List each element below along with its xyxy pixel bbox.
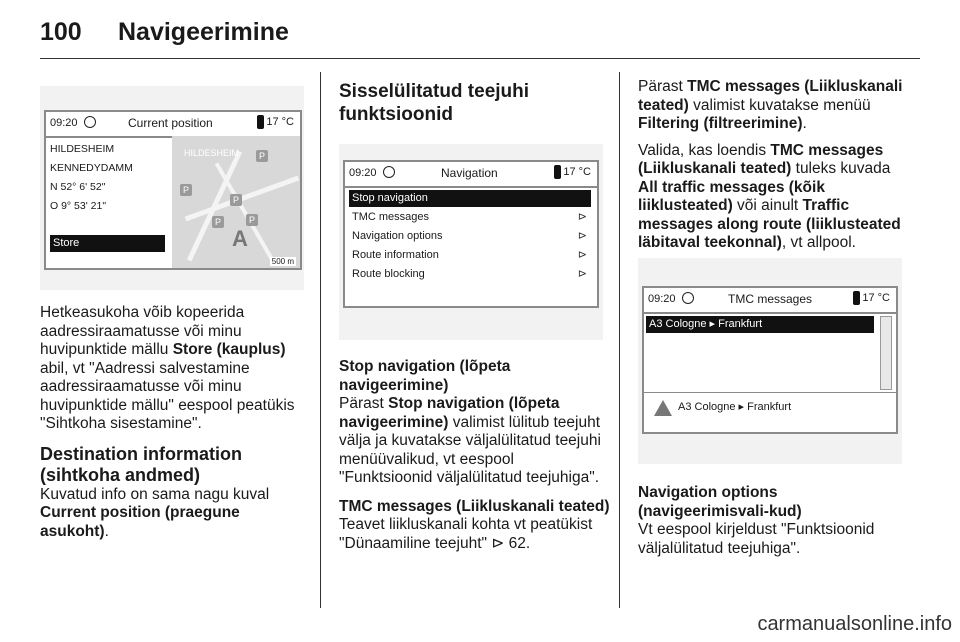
map-street	[185, 176, 299, 222]
paragraph: Pärast Stop navigation (lõpeta navigeerimine) valimist lülitub teejuht välja ja kuvatakse väljalülitatud teejuhi menüüvalikud, vt eespool "Funktsioonid väljalülitatud teejuhiga".	[339, 395, 601, 486]
column-divider	[619, 72, 620, 608]
parking-icon: P	[212, 216, 224, 228]
column-3-text-top	[638, 78, 906, 261]
menu-item-route-blocking[interactable]: Route blocking ⊳	[349, 266, 591, 283]
current-position-screen	[44, 110, 302, 270]
map-city-label: HILDESHEIM	[184, 148, 240, 158]
thermometer-icon	[554, 165, 561, 179]
chevron-right-icon: ⊳	[577, 211, 587, 223]
menu-item-navigation-options[interactable]: Navigation options ⊳	[349, 228, 591, 245]
screen-title: Navigation	[441, 166, 498, 180]
position-details	[50, 140, 133, 216]
screen-status-bar	[46, 112, 300, 138]
menu-item-stop-navigation[interactable]: Stop navigation	[349, 190, 591, 207]
navigation-screen	[343, 160, 599, 308]
screen-status-bar	[644, 288, 896, 314]
screen-status-bar	[345, 162, 597, 188]
paragraph: Valida, kas loendis TMC messages (Liikluskanali teated) tuleks kuvada All traffic messages (kõik liiklusteated) või ainult Traffic messages along route (liiklusteated läbitaval teekonnal), vt allpool.	[638, 141, 901, 251]
clock-time: 09:20	[50, 117, 78, 129]
header-divider	[40, 58, 920, 59]
temperature: 17 °C	[862, 292, 890, 304]
store-button[interactable]	[50, 235, 165, 252]
page-header	[40, 14, 920, 50]
tmc-message-item[interactable]: A3 Cologne ▸ Frankfurt	[646, 316, 874, 333]
paragraph: Teavet liikluskanali kohta vt peatükist "Dünaamiline teejuht" ⊳ 62.	[339, 516, 593, 552]
section-heading: Destination information (sihtkoha andmed)	[40, 443, 242, 485]
paragraph: Hetkeasukoha võib kopeerida aadressiraamatusse või minu huvipunktide mällu Store (kauplus) abil, vt "Aadressi salvestamine aadressiraamatusse või minu huvipunktide mällu" eespool peatükis "Sihtkoha sisestamine".	[40, 304, 295, 432]
temperature: 17 °C	[563, 166, 591, 178]
subheading: Stop navigation (lõpeta navigeerimine)	[339, 358, 511, 394]
scrollbar[interactable]	[880, 316, 892, 390]
current-position-figure	[40, 86, 304, 290]
subheading: Navigation options (navigeerimisvali-kud)	[638, 484, 802, 520]
paragraph: Pärast TMC messages (Liikluskanali teated) valimist kuvatakse menüü Filtering (filtreerimine).	[638, 78, 903, 132]
tmc-messages-screen	[642, 286, 898, 434]
map-view	[172, 136, 302, 270]
column-2-heading-block	[339, 80, 609, 126]
thermometer-icon	[853, 291, 860, 305]
screen-title: Current position	[128, 116, 213, 130]
tmc-messages-figure	[638, 258, 902, 464]
parking-icon: P	[256, 150, 268, 162]
column-3-text-bottom	[638, 484, 906, 566]
traffic-warning-icon	[654, 400, 672, 416]
column-1-text	[40, 304, 310, 549]
column-2-text	[339, 358, 611, 561]
screen-title: TMC messages	[728, 292, 813, 306]
map-scale: 500 m	[271, 257, 294, 266]
page-title: Navigeerimine	[118, 18, 289, 46]
column-divider	[320, 72, 321, 608]
navigation-menu-figure	[339, 144, 603, 340]
street-line: KENNEDYDAMM	[50, 162, 133, 174]
parking-icon: P	[230, 194, 242, 206]
tmc-message-detail: A3 Cologne ▸ Frankfurt	[678, 401, 792, 413]
paragraph: Vt eespool kirjeldust "Funktsioonid väljalülitatud teejuhiga".	[638, 521, 875, 557]
menu-item-tmc-messages[interactable]: TMC messages ⊳	[349, 209, 591, 226]
paragraph: Kuvatud info on sama nagu kuval Current position (praegune asukoht).	[40, 485, 270, 540]
parking-icon: P	[180, 184, 192, 196]
clock-icon	[383, 166, 395, 178]
page-number: 100	[40, 18, 82, 46]
chevron-right-icon: ⊳	[577, 249, 587, 261]
subheading: TMC messages (Liikluskanali teated)	[339, 497, 610, 515]
longitude-line: O 9° 53' 21"	[50, 200, 107, 212]
screen-divider	[644, 392, 896, 393]
city-line: HILDESHEIM	[50, 143, 115, 155]
clock-time: 09:20	[648, 293, 676, 305]
parking-icon: P	[246, 214, 258, 226]
latitude-line: N 52° 6' 52"	[50, 181, 106, 193]
clock-time: 09:20	[349, 167, 377, 179]
temperature: 17 °C	[266, 116, 294, 128]
chevron-right-icon: ⊳	[577, 268, 587, 280]
store-label: Store	[53, 237, 80, 249]
position-marker-icon: A	[232, 226, 248, 251]
thermometer-icon	[257, 115, 264, 129]
watermark: carmanualsonline.info	[757, 613, 952, 635]
clock-icon	[84, 116, 96, 128]
section-heading: Sisselülitatud teejuhi funktsioonid	[339, 81, 530, 125]
menu-item-route-information[interactable]: Route information ⊳	[349, 247, 591, 264]
clock-icon	[682, 292, 694, 304]
chevron-right-icon: ⊳	[577, 230, 587, 242]
